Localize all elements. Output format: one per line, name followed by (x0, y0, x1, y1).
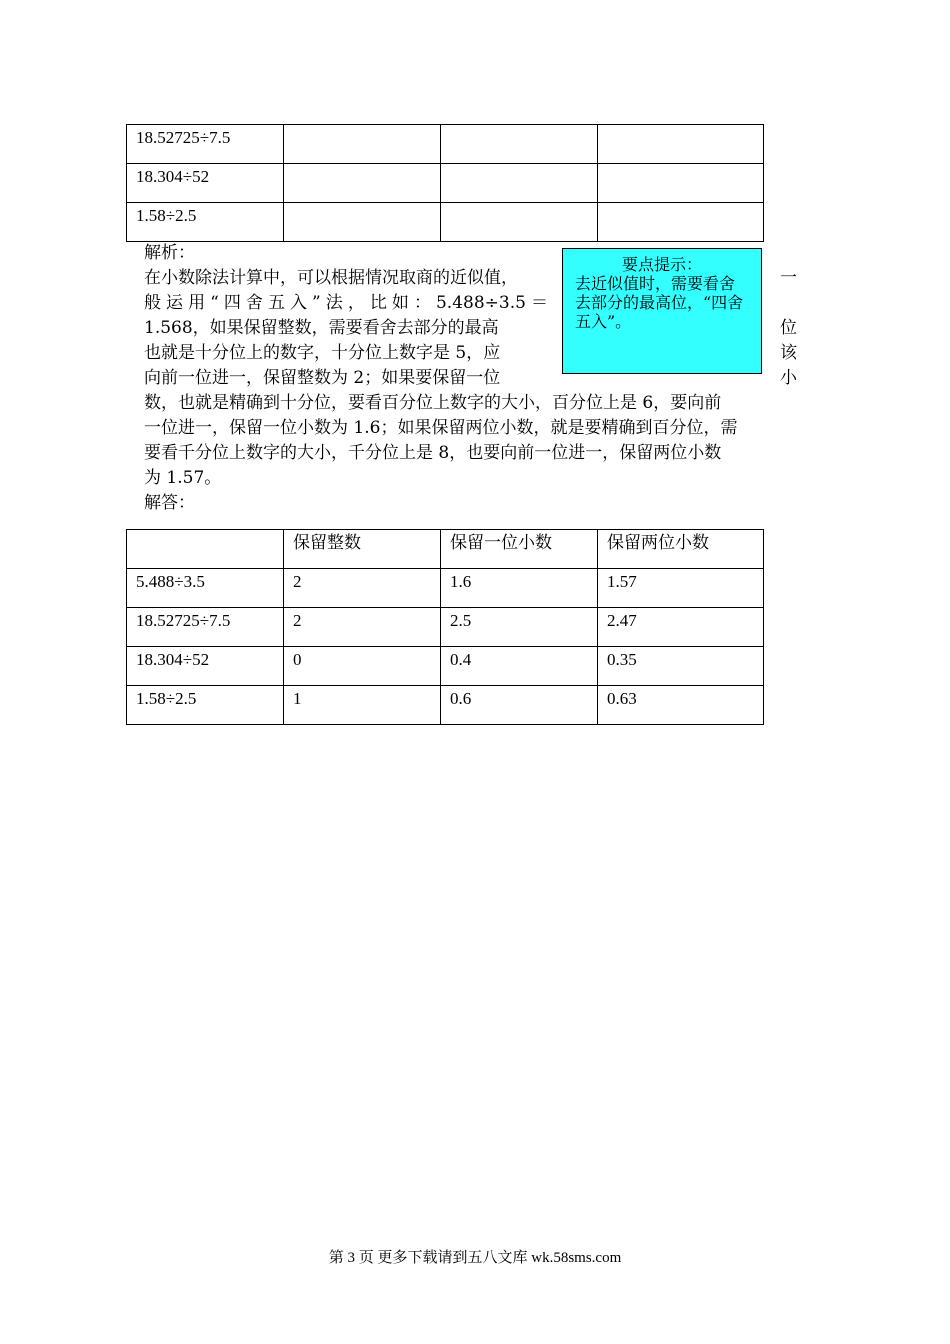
table-cell (441, 203, 598, 242)
table-cell: 18.52725÷7.5 (127, 608, 284, 647)
table-cell: 2 (284, 569, 441, 608)
analysis-line: 数，也就是精确到十分位，要看百分位上数字的大小，百分位上是 6，要向前 (144, 393, 722, 413)
table-row (127, 608, 764, 647)
table-cell: 18.304÷52 (127, 647, 284, 686)
answer-table (126, 529, 764, 725)
table-header-cell: 保留一位小数 (441, 530, 598, 569)
analysis-label: 解析： (144, 243, 195, 263)
table-header-row (127, 530, 764, 569)
table-cell (284, 125, 441, 164)
table-cell (284, 164, 441, 203)
analysis-line: 向前一位进一，保留整数为 2；如果要保留一位 (144, 368, 501, 388)
table-cell: 18.304÷52 (127, 164, 284, 203)
analysis-line: 位 (780, 318, 797, 338)
tip-title: 要点提示： (621, 255, 702, 274)
analysis-line: 为 1.57。 (144, 468, 222, 488)
analysis-line: 1.568，如果保留整数，需要看舍去部分的最高 (144, 318, 499, 338)
analysis-line: 一位进一，保留一位小数为 1.6；如果保留两位小数，就是要精确到百分位，需 (144, 418, 738, 438)
table-header-cell: 保留整数 (284, 530, 441, 569)
table-cell (598, 203, 764, 242)
table-cell (598, 164, 764, 203)
analysis-line: 般运用“四舍五入”法，比如：5.488÷3.5＝ (144, 293, 548, 313)
table-cell: 5.488÷3.5 (127, 569, 284, 608)
table-cell (284, 203, 441, 242)
table-row (127, 164, 764, 203)
table-cell (441, 164, 598, 203)
table-cell: 0 (284, 647, 441, 686)
table-header-cell: 保留两位小数 (598, 530, 764, 569)
answer-label: 解答： (144, 493, 195, 513)
table-cell: 0.6 (441, 686, 598, 725)
table-cell: 1.58÷2.5 (127, 686, 284, 725)
table-cell: 1 (284, 686, 441, 725)
practice-table (126, 124, 764, 242)
table-row (127, 569, 764, 608)
analysis-line: 也就是十分位上的数字，十分位上数字是 5，应 (144, 343, 501, 363)
table-cell: 2.5 (441, 608, 598, 647)
table-cell: 18.52725÷7.5 (127, 125, 284, 164)
table-cell: 0.4 (441, 647, 598, 686)
page-footer: 第 3 页 更多下载请到五八文库 wk.58sms.com (328, 1250, 622, 1266)
table-cell: 1.57 (598, 569, 764, 608)
table-row (127, 647, 764, 686)
table-row (127, 125, 764, 164)
analysis-line: 要看千分位上数字的大小，千分位上是 8，也要向前一位进一，保留两位小数 (144, 443, 722, 463)
table-row (127, 203, 764, 242)
table-cell: 0.35 (598, 647, 764, 686)
tip-body: 去近似值时，需要看舍去部分的最高位，“四舍五入”。 (575, 274, 744, 331)
analysis-line: 在小数除法计算中，可以根据情况取商的近似值， (144, 268, 518, 288)
table-row (127, 686, 764, 725)
table-header-cell (127, 530, 284, 569)
tip-box (562, 248, 762, 374)
table-cell: 2.47 (598, 608, 764, 647)
table-cell: 0.63 (598, 686, 764, 725)
analysis-line: 一 (780, 268, 797, 288)
analysis-line: 小 (780, 368, 797, 388)
table-cell: 1.58÷2.5 (127, 203, 284, 242)
analysis-line: 该 (780, 343, 797, 363)
table-cell (598, 125, 764, 164)
table-cell (441, 125, 598, 164)
table-cell: 2 (284, 608, 441, 647)
table-cell: 1.6 (441, 569, 598, 608)
